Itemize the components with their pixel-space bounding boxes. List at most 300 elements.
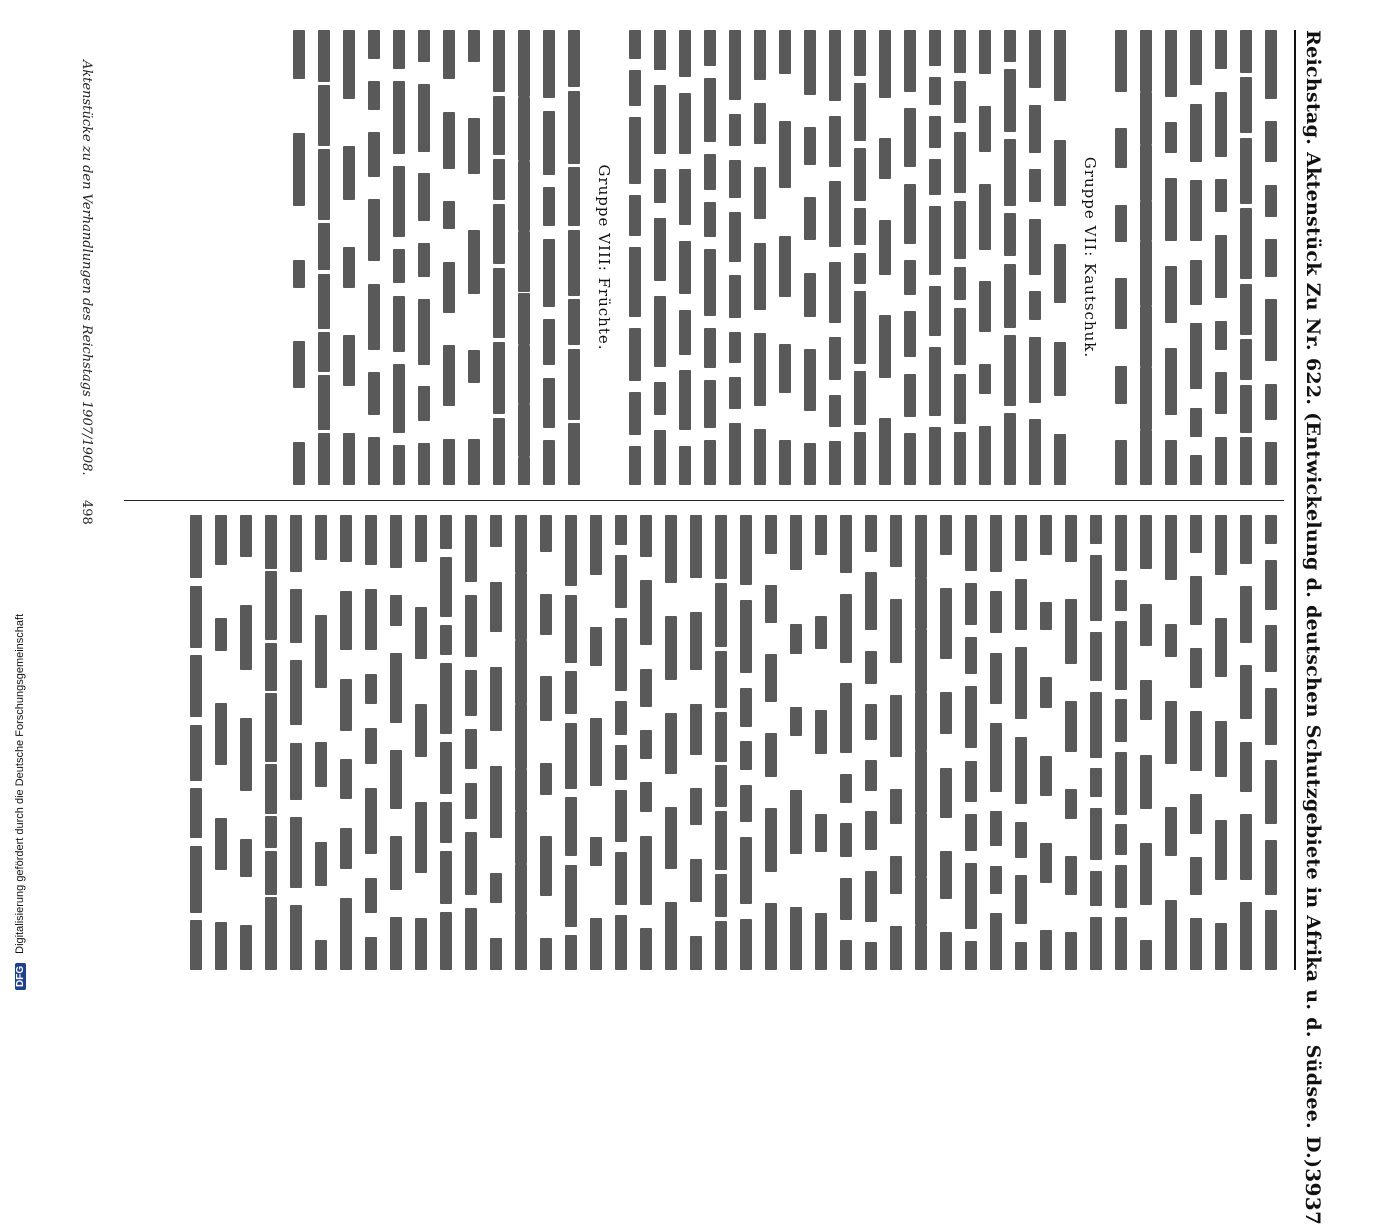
- text-word: [1041, 930, 1053, 970]
- text-word: [941, 768, 953, 818]
- text-word: [319, 149, 331, 220]
- text-word: [716, 921, 728, 970]
- text-word: [391, 515, 403, 568]
- text-word: [716, 712, 728, 762]
- text-line: [434, 515, 459, 970]
- text-word: [980, 30, 992, 74]
- text-line: [459, 515, 484, 970]
- text-line: [1234, 515, 1259, 970]
- text-word: [966, 863, 978, 929]
- text-line: [898, 30, 923, 485]
- text-word: [319, 223, 331, 270]
- text-word: [1266, 688, 1278, 745]
- text-word: [419, 443, 431, 485]
- text-word: [1266, 840, 1278, 895]
- text-word: [1266, 442, 1278, 485]
- text-word: [805, 30, 817, 95]
- text-word: [1091, 555, 1103, 621]
- text-word: [291, 660, 303, 725]
- text-word: [1091, 632, 1103, 681]
- text-word: [344, 335, 356, 386]
- text-word: [416, 918, 428, 970]
- text-word: [955, 30, 967, 73]
- text-word: [491, 582, 503, 632]
- text-word: [1016, 515, 1028, 561]
- text-word: [855, 432, 867, 485]
- text-word: [916, 877, 928, 925]
- text-word: [1116, 699, 1128, 742]
- footnote: Aktenstücke zu den Verhandlungen des Reichstags 1907/1908.: [79, 60, 94, 476]
- text-word: [780, 344, 792, 393]
- text-word: [966, 814, 978, 851]
- text-word: [1166, 440, 1178, 485]
- text-word: [991, 913, 1003, 970]
- text-line: [934, 515, 959, 970]
- text-word: [1066, 932, 1078, 970]
- text-word: [741, 600, 753, 673]
- text-word: [766, 585, 778, 623]
- text-word: [591, 918, 603, 970]
- text-line: [384, 515, 409, 970]
- text-word: [1266, 239, 1278, 277]
- text-word: [666, 713, 678, 774]
- text-word: [691, 612, 703, 670]
- text-word: [691, 859, 703, 902]
- text-word: [191, 586, 203, 648]
- text-word: [816, 515, 828, 555]
- text-line: [998, 30, 1023, 485]
- text-word: [394, 364, 406, 433]
- text-word: [341, 679, 353, 731]
- text-word: [316, 742, 328, 787]
- text-word: [191, 788, 203, 838]
- text-word: [1005, 139, 1017, 206]
- text-word: [616, 618, 628, 691]
- text-word: [494, 30, 506, 92]
- text-word: [791, 515, 803, 570]
- text-word: [366, 674, 378, 704]
- text-word: [1191, 515, 1203, 553]
- text-word: [541, 594, 553, 635]
- text-word: [466, 515, 478, 582]
- text-word: [1116, 621, 1128, 690]
- text-word: [880, 315, 892, 378]
- text-word: [541, 938, 553, 970]
- left-text-block: [1109, 30, 1284, 485]
- text-word: [1141, 430, 1153, 485]
- text-word: [1216, 30, 1228, 69]
- text-line: [834, 515, 859, 970]
- text-word: [416, 515, 428, 562]
- text-line: [673, 30, 698, 485]
- text-line: [1259, 515, 1284, 970]
- text-word: [1116, 440, 1128, 485]
- text-word: [1266, 515, 1278, 544]
- text-word: [641, 669, 653, 707]
- text-word: [1166, 266, 1178, 323]
- page-header: [1294, 30, 1330, 1225]
- text-line: [462, 30, 487, 485]
- text-word: [441, 625, 453, 655]
- text-line: [309, 515, 334, 970]
- text-word: [369, 437, 381, 485]
- text-word: [1116, 752, 1128, 815]
- text-word: [1166, 624, 1178, 657]
- text-word: [805, 349, 817, 411]
- text-word: [491, 515, 503, 547]
- text-word: [444, 201, 456, 229]
- text-word: [666, 902, 678, 970]
- text-word: [641, 515, 653, 557]
- left-column: [104, 30, 1284, 485]
- text-word: [1141, 515, 1153, 569]
- text-word: [541, 676, 553, 721]
- text-line: [1109, 30, 1134, 485]
- text-word: [841, 940, 853, 970]
- text-word: [469, 30, 481, 62]
- text-word: [966, 515, 978, 571]
- text-line: [484, 515, 509, 970]
- text-line: [698, 30, 723, 485]
- text-word: [891, 789, 903, 824]
- text-line: [1159, 515, 1184, 970]
- text-word: [544, 378, 556, 428]
- text-word: [680, 310, 692, 355]
- text-word: [830, 30, 842, 101]
- text-word: [1066, 789, 1078, 819]
- text-word: [516, 573, 528, 640]
- text-word: [891, 695, 903, 757]
- text-word: [1091, 871, 1103, 906]
- text-word: [891, 926, 903, 970]
- text-line: [873, 30, 898, 485]
- text-line: [537, 30, 562, 485]
- text-line: [534, 515, 559, 970]
- section-heading: Gruppe VIII: Früchte.: [595, 164, 613, 351]
- text-word: [466, 908, 478, 970]
- text-word: [616, 745, 628, 780]
- text-word: [1005, 69, 1017, 132]
- text-word: [266, 851, 278, 895]
- text-word: [344, 433, 356, 485]
- text-word: [1241, 742, 1253, 792]
- text-word: [1191, 323, 1203, 389]
- text-line: [948, 30, 973, 485]
- text-word: [391, 750, 403, 809]
- text-word: [441, 912, 453, 970]
- text-word: [1266, 760, 1278, 824]
- text-word: [905, 374, 917, 417]
- text-word: [741, 919, 753, 970]
- text-word: [466, 783, 478, 819]
- text-word: [991, 515, 1003, 572]
- text-word: [591, 515, 603, 575]
- text-word: [216, 922, 228, 970]
- text-word: [519, 231, 531, 292]
- text-word: [755, 429, 767, 485]
- text-word: [1191, 455, 1203, 485]
- text-word: [755, 243, 767, 310]
- text-word: [930, 206, 942, 275]
- text-word: [716, 874, 728, 917]
- text-word: [1266, 910, 1278, 970]
- text-word: [841, 823, 853, 857]
- text-word: [444, 262, 456, 313]
- dfg-logo: DFG: [15, 963, 26, 990]
- text-word: [216, 703, 228, 765]
- text-word: [980, 106, 992, 152]
- text-word: [691, 936, 703, 970]
- text-word: [291, 905, 303, 970]
- text-word: [419, 243, 431, 277]
- text-word: [1241, 902, 1253, 970]
- text-word: [569, 30, 581, 87]
- text-line: [287, 30, 312, 485]
- text-word: [630, 446, 642, 485]
- text-word: [341, 898, 353, 970]
- text-word: [366, 515, 378, 565]
- text-word: [855, 253, 867, 284]
- text-line: [1159, 30, 1184, 485]
- text-line: [748, 30, 773, 485]
- text-word: [866, 515, 878, 552]
- text-line: [1184, 30, 1209, 485]
- text-word: [1241, 138, 1253, 204]
- text-word: [616, 790, 628, 842]
- text-word: [566, 935, 578, 970]
- text-word: [1030, 419, 1042, 485]
- text-word: [855, 291, 867, 364]
- text-word: [441, 802, 453, 843]
- text-line: [184, 515, 209, 970]
- text-word: [955, 374, 967, 424]
- text-line: [584, 515, 609, 970]
- text-word: [544, 111, 556, 175]
- text-line: [1059, 515, 1084, 970]
- text-word: [466, 832, 478, 895]
- text-word: [441, 851, 453, 904]
- text-word: [1116, 278, 1128, 329]
- text-word: [830, 395, 842, 427]
- text-word: [241, 718, 253, 791]
- text-line: [487, 30, 512, 485]
- text-word: [966, 637, 978, 674]
- text-word: [730, 332, 742, 363]
- text-word: [855, 30, 867, 76]
- text-word: [319, 30, 331, 82]
- text-word: [716, 651, 728, 708]
- text-word: [1116, 515, 1128, 571]
- text-word: [369, 30, 381, 59]
- text-line: [609, 515, 634, 970]
- text-word: [1216, 321, 1228, 350]
- text-word: [641, 836, 653, 905]
- text-line: [823, 30, 848, 485]
- text-word: [680, 30, 692, 77]
- text-word: [616, 915, 628, 970]
- text-word: [316, 615, 328, 688]
- text-word: [1191, 711, 1203, 771]
- text-word: [1116, 366, 1128, 404]
- text-word: [680, 370, 692, 430]
- text-word: [541, 515, 553, 552]
- text-word: [1005, 413, 1017, 485]
- digitization-credit: [0, 0, 26, 1000]
- text-word: [341, 759, 353, 799]
- folio-number: 498: [79, 500, 94, 525]
- text-word: [830, 441, 842, 485]
- text-line: [1259, 30, 1284, 485]
- text-word: [866, 760, 878, 791]
- text-word: [1241, 385, 1253, 433]
- text-word: [1030, 219, 1042, 275]
- text-word: [516, 811, 528, 864]
- text-word: [680, 169, 692, 225]
- text-word: [419, 84, 431, 152]
- text-word: [1241, 437, 1253, 485]
- text-word: [419, 173, 431, 221]
- text-word: [241, 515, 253, 557]
- text-word: [569, 91, 581, 164]
- text-word: [494, 268, 506, 338]
- text-word: [691, 788, 703, 825]
- text-word: [1241, 339, 1253, 380]
- text-word: [441, 742, 453, 794]
- text-word: [1141, 92, 1153, 145]
- text-word: [830, 181, 842, 247]
- text-line: [337, 30, 362, 485]
- text-line: [1023, 30, 1048, 485]
- text-word: [366, 728, 378, 764]
- text-word: [394, 249, 406, 283]
- text-word: [1016, 942, 1028, 970]
- text-word: [955, 432, 967, 485]
- section-heading: Gruppe VII: Kautschuk.: [1081, 156, 1099, 359]
- text-word: [1166, 515, 1178, 580]
- text-word: [866, 811, 878, 850]
- text-word: [666, 616, 678, 680]
- text-word: [391, 653, 403, 723]
- text-word: [494, 96, 506, 155]
- text-word: [1216, 437, 1228, 485]
- text-word: [880, 220, 892, 275]
- text-word: [930, 347, 942, 416]
- text-word: [319, 274, 331, 329]
- text-word: [805, 127, 817, 165]
- text-word: [966, 583, 978, 625]
- text-word: [730, 423, 742, 485]
- text-line: [909, 515, 934, 970]
- text-word: [830, 116, 842, 167]
- text-word: [755, 30, 767, 80]
- text-line: [334, 515, 359, 970]
- text-word: [191, 920, 203, 970]
- text-word: [955, 308, 967, 365]
- text-word: [705, 380, 717, 428]
- text-word: [266, 571, 278, 640]
- text-word: [569, 423, 581, 485]
- text-word: [916, 692, 928, 751]
- text-word: [441, 557, 453, 617]
- text-word: [191, 515, 203, 578]
- text-word: [1091, 515, 1103, 544]
- text-word: [766, 808, 778, 872]
- text-word: [930, 30, 942, 66]
- text-word: [666, 807, 678, 869]
- text-word: [855, 83, 867, 141]
- text-word: [1191, 260, 1203, 305]
- text-word: [469, 118, 481, 174]
- text-word: [905, 433, 917, 485]
- text-word: [491, 938, 503, 970]
- page-number: 3937: [1301, 1168, 1325, 1225]
- text-line: [509, 515, 534, 970]
- text-word: [266, 764, 278, 814]
- text-word: [591, 718, 603, 786]
- text-word: [519, 457, 531, 485]
- text-line: [562, 30, 587, 485]
- text-word: [319, 375, 331, 430]
- text-word: [416, 802, 428, 873]
- text-word: [1030, 337, 1042, 403]
- text-word: [705, 78, 717, 142]
- text-word: [216, 618, 228, 651]
- text-word: [866, 704, 878, 740]
- text-word: [591, 627, 603, 666]
- text-word: [891, 856, 903, 894]
- text-word: [516, 704, 528, 769]
- text-line: [359, 515, 384, 970]
- text-word: [816, 814, 828, 852]
- rotated-page-content: [60, 30, 1330, 1225]
- text-word: [1191, 794, 1203, 834]
- text-word: [655, 382, 667, 415]
- text-word: [1241, 284, 1253, 335]
- text-word: [941, 692, 953, 734]
- text-word: [191, 725, 203, 781]
- text-word: [916, 515, 928, 578]
- text-word: [316, 940, 328, 970]
- text-word: [1266, 30, 1278, 99]
- text-word: [905, 260, 917, 295]
- text-word: [591, 837, 603, 866]
- text-word: [1216, 235, 1228, 298]
- text-word: [691, 704, 703, 755]
- text-word: [755, 333, 767, 406]
- text-word: [1266, 625, 1278, 672]
- text-word: [491, 873, 503, 903]
- text-word: [880, 30, 892, 98]
- text-word: [544, 187, 556, 226]
- text-word: [494, 204, 506, 264]
- text-word: [341, 515, 353, 562]
- text-line: [1234, 30, 1259, 485]
- running-title: Reichstag. Aktenstück Zu Nr. 622. (Entwickelung d. deutschen Schutzgebiete in Afrika u. d. Südsee. D.): [1302, 30, 1324, 1169]
- text-word: [291, 515, 303, 572]
- text-word: [655, 430, 667, 485]
- text-word: [966, 941, 978, 970]
- text-word: [955, 267, 967, 300]
- text-word: [366, 589, 378, 650]
- text-word: [841, 594, 853, 663]
- text-word: [419, 30, 431, 62]
- text-word: [1116, 30, 1128, 92]
- text-word: [1141, 940, 1153, 970]
- text-line: [959, 515, 984, 970]
- text-word: [1191, 30, 1203, 85]
- text-word: [1005, 213, 1017, 256]
- text-word: [766, 654, 778, 702]
